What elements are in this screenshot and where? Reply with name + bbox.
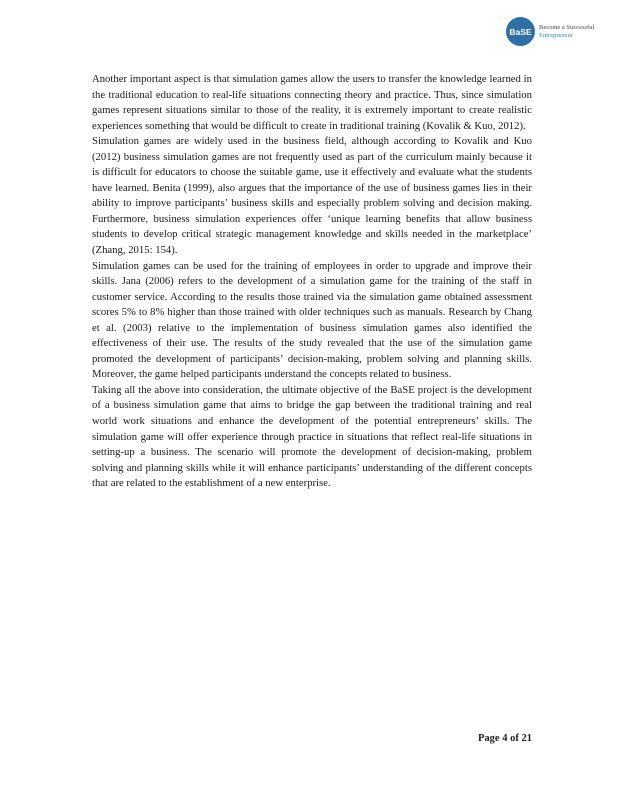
paragraph-transfer-knowledge: Another important aspect is that simulation games allow the users to transfer the knowledge learned in the traditional education to real-life situations connecting theory and practice. Thus, since simulation games represent situations similar to those of the reality, it is extremely important to create realistic experiences something that would be difficult to create in traditional training (Kovalik & Kuo, 2012). <box>92 73 532 132</box>
paragraph-business-field: Simulation games are widely used in the business field, although according to Kovalik and Kuo (2012) business simulation games are not frequently used as part of the curriculum mainly because it is difficult for educators to choose the suitable game, use it effectively and evaluate what the students have learned. Benita (1999), also argues that the importance of the use of business games lies in their ability to improve participants’ business skills and especially problem solving and decision making. Furthermore, business simulation experiences offer ‘unique learning benefits that allow business students to develop critical strategic management knowledge and skills needed in the marketplace’ (Zhang, 2015: 154). <box>92 135 532 257</box>
base-logo-badge: BaSE <box>506 17 535 46</box>
base-logo <box>506 17 594 46</box>
logo-tagline-line1: Become a Successful <box>539 23 595 31</box>
logo-tagline <box>539 24 594 40</box>
paragraph-base-objective: Taking all the above into consideration, the ultimate objective of the BaSE project is the development of a business simulation game that aims to bridge the gap between the traditional training and real world work situations and enhance the development of the potential entrepreneurs’ skills. The simulation game will offer experience through practice in situations that reflect real-life situations in setting-up a business. The scenario will promote the development of decision-making, problem solving and planning skills while it will enhance participants’ understanding of the different concepts that are related to the establishment of a new enterprise. <box>92 383 532 490</box>
body-text <box>92 72 532 492</box>
logo-tagline-line2: Entrepreneur <box>539 31 573 39</box>
page-number: Page 4 of 21 <box>478 733 532 744</box>
paragraph-employee-training: Simulation games can be used for the training of employees in order to upgrade and improve their skills. Jana (2006) refers to the development of a simulation game for the training of the staff in customer service. According to the results those trained via the simulation game obtained assessment scores 5% to 8% higher than those trained with older techniques such as manuals. Research by Chang et al. (2003) relative to the implementation of business simulation games also identified the effectiveness of their use. The results of the study revealed that the use of the simulation game promoted the development of participants’ decision-making, problem solving and planning skills. Moreover, the game helped participants understand the concepts related to business. <box>92 259 532 381</box>
